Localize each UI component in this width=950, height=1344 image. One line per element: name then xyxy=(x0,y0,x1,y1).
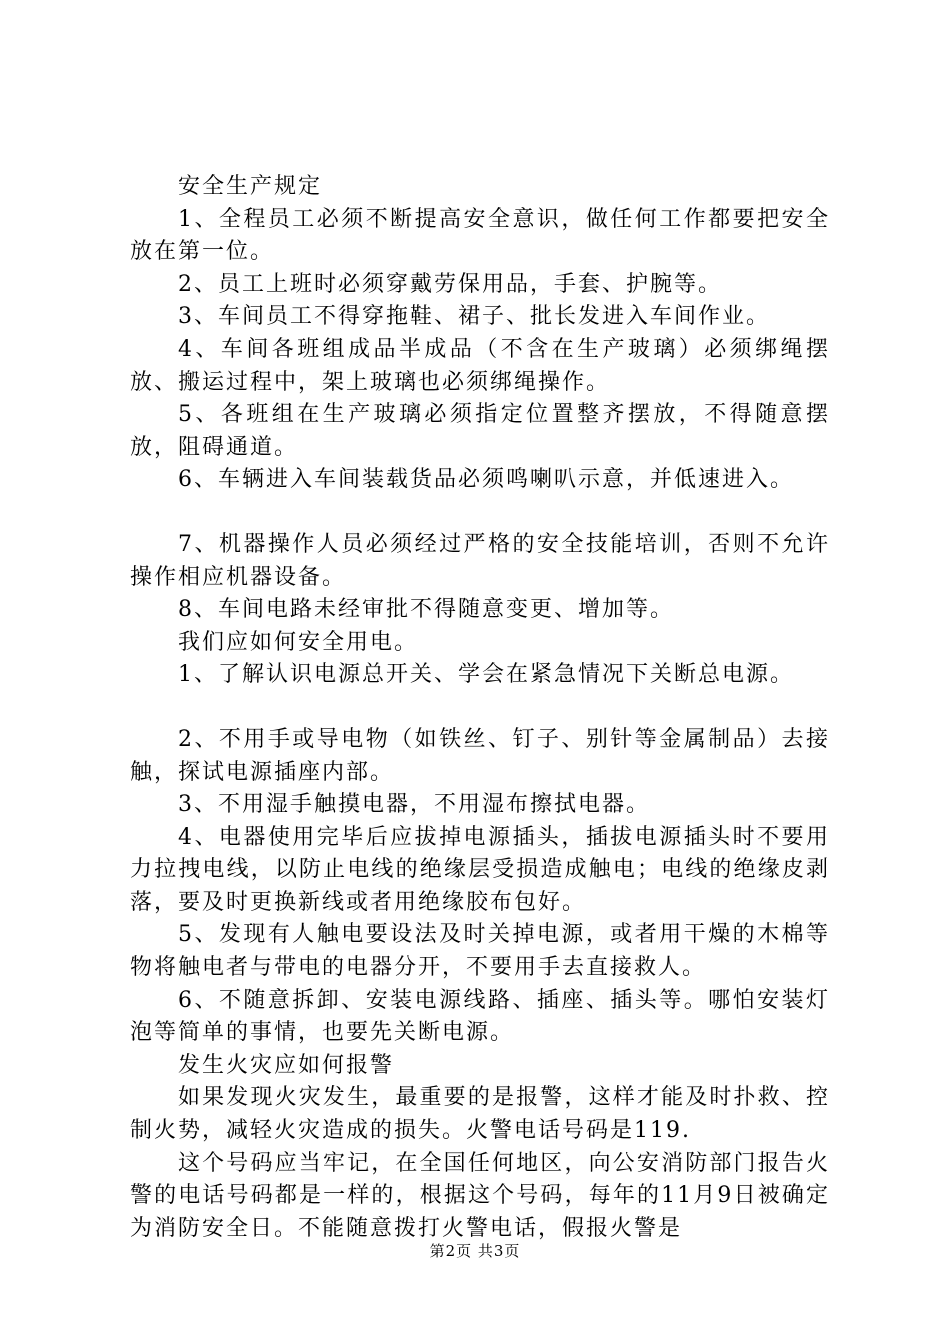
section-title-fire-alarm: 发生火灾应如何报警 xyxy=(178,1052,395,1078)
electricity-item-1: 1、了解认识电源总开关、学会在紧急情况下关断总电源。 xyxy=(178,662,794,688)
document-body xyxy=(130,171,830,1245)
rule-item-3: 3、车间员工不得穿拖鞋、裙子、批长发进入车间作业。 xyxy=(178,304,770,330)
electricity-item-4: 4、电器使用完毕后应拔掉电源插头，插拔电源插头时不要用力拉拽电线，以防止电线的绝缘层受损造成触电；电线的绝缘皮剥落，要及时更换新线或者用绝缘胶布包好。 xyxy=(130,824,830,915)
electricity-item-5: 5、发现有人触电要设法及时关掉电源，或者用干燥的木棉等物将触电者与带电的电器分开，不要用手去直接救人。 xyxy=(130,922,830,981)
page-footer: 第2页 共3页 xyxy=(429,1242,521,1260)
electricity-item-2: 2、不用手或导电物（如铁丝、钉子、别针等金属制品）去接触，探试电源插座内部。 xyxy=(130,726,830,785)
rule-item-6: 6、车辆进入车间装载货品必须鸣喇叭示意，并低速进入。 xyxy=(178,467,794,493)
rule-item-1: 1、全程员工必须不断提高安全意识，做任何工作都要把安全放在第一位。 xyxy=(130,206,830,265)
rule-item-8: 8、车间电路未经审批不得随意变更、增加等。 xyxy=(178,597,674,623)
electricity-item-3: 3、不用湿手触摸电器，不用湿布擦拭电器。 xyxy=(178,792,650,818)
rule-item-7: 7、机器操作人员必须经过严格的安全技能培训，否则不允许操作相应机器设备。 xyxy=(130,531,830,590)
fire-alarm-paragraph-2: 这个号码应当牢记，在全国任何地区，向公安消防部门报告火警的电话号码都是一样的，根据这个号码，每年的11月9日被确定为消防安全日。不能随意拨打火警电话，假报火警是 xyxy=(130,1150,830,1241)
section-title-electricity: 我们应如何安全用电。 xyxy=(178,629,419,655)
rule-item-5: 5、各班组在生产玻璃必须指定位置整齐摆放，不得随意摆放，阻碍通道。 xyxy=(130,402,830,460)
fire-alarm-paragraph-1: 如果发现火灾发生，最重要的是报警，这样才能及时扑救、控制火势，减轻火灾造成的损失。火警电话号码是119. xyxy=(130,1085,830,1144)
blank-line xyxy=(130,497,830,529)
rule-item-2: 2、员工上班时必须穿戴劳保用品，手套、护腕等。 xyxy=(178,271,722,297)
section-title-safety-production: 安全生产规定 xyxy=(178,174,323,199)
electricity-item-6: 6、不随意拆卸、安装电源线路、插座、插头等。哪怕安装灯泡等简单的事情，也要先关断电源。 xyxy=(130,987,830,1046)
rule-item-4: 4、车间各班组成品半成品（不含在生产玻璃）必须绑绳摆放、搬运过程中，架上玻璃也必须绑绳操作。 xyxy=(130,336,830,395)
blank-line xyxy=(130,692,830,724)
